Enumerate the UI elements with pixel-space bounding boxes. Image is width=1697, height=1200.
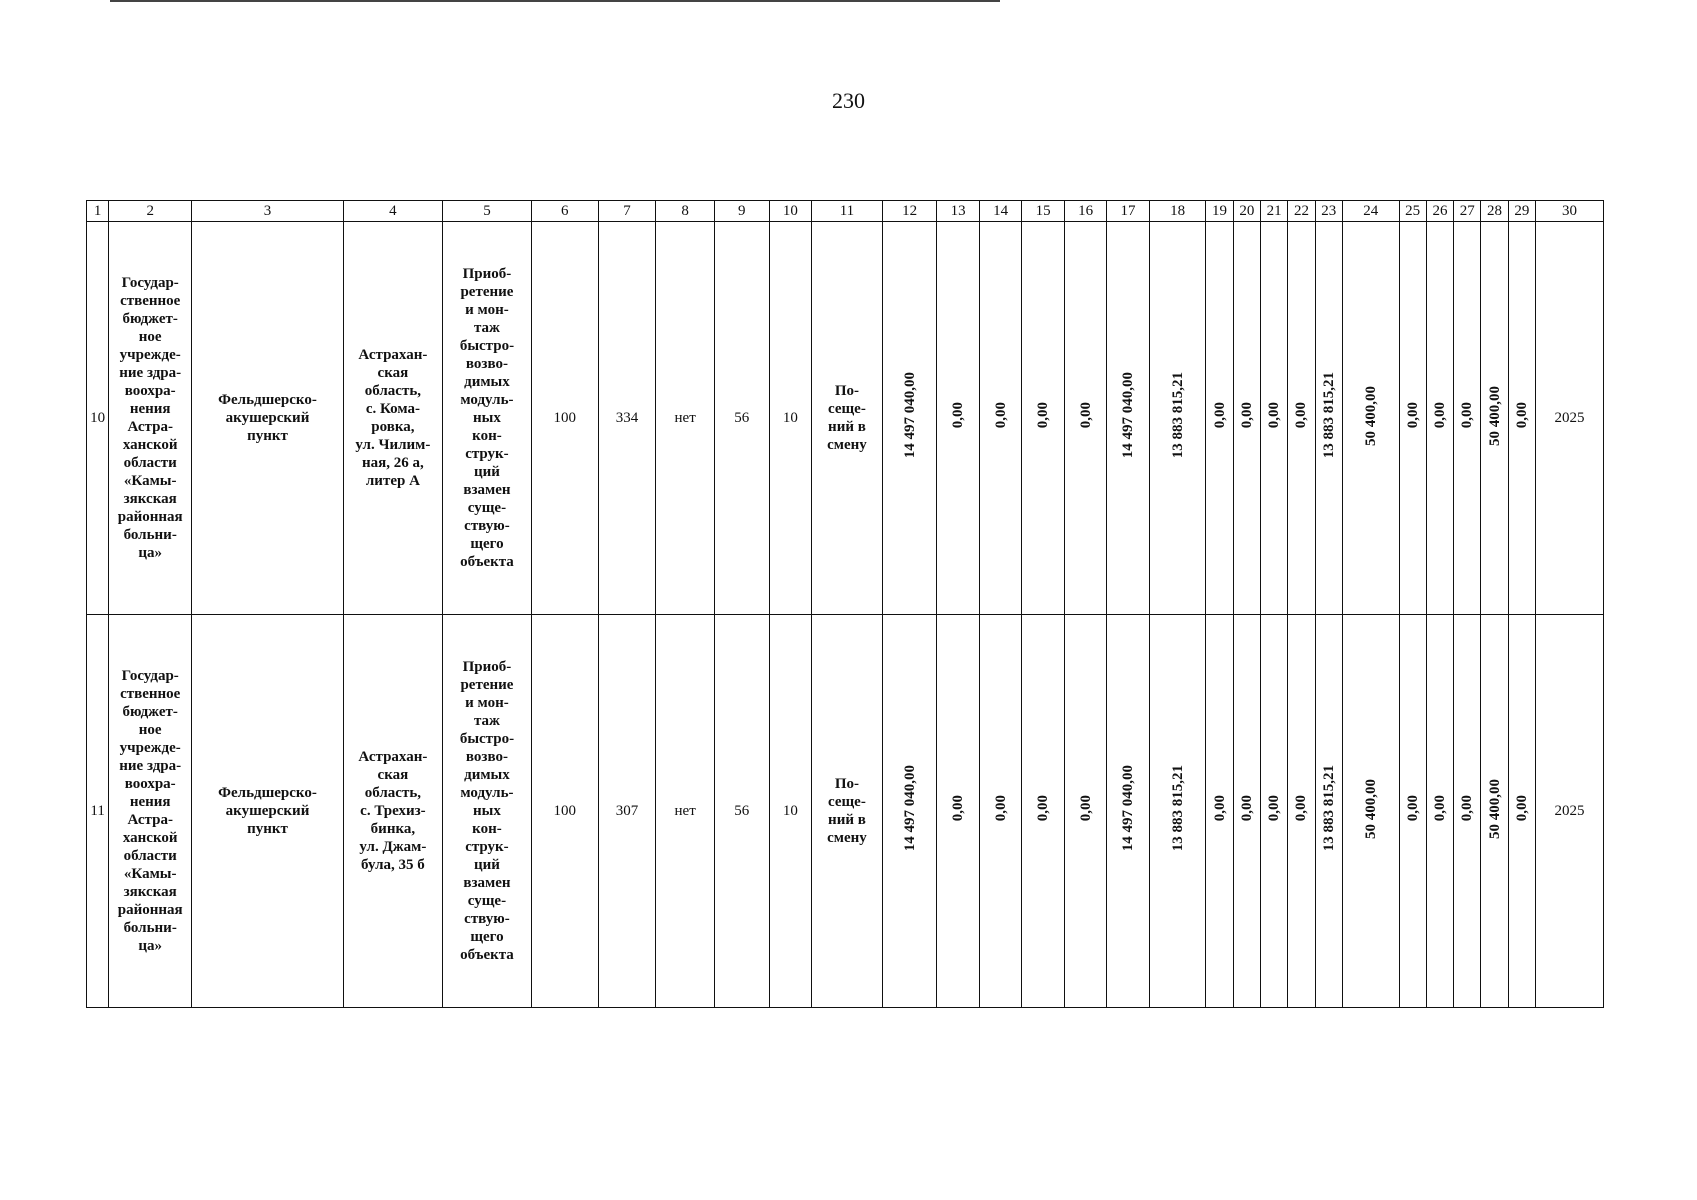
cell-col-14: 0,00 bbox=[979, 222, 1021, 615]
top-rule bbox=[110, 0, 1000, 2]
cell-col-17: 14 497 040,00 bbox=[1107, 615, 1149, 1008]
capacity-unit-cell: По- сеще- ний в смену bbox=[812, 615, 883, 1008]
institution-cell: Государ- ственное бюджет- ное учрежде- ние здра- воохра- нения Астра- ханской области «Камы- зякская районная больни- ца» bbox=[109, 222, 192, 615]
cell-col-14: 0,00 bbox=[979, 615, 1021, 1008]
cell-col-20: 0,00 bbox=[1233, 222, 1260, 615]
cell-col-15: 0,00 bbox=[1022, 222, 1064, 615]
column-number: 9 bbox=[714, 201, 769, 222]
column-number: 10 bbox=[769, 201, 811, 222]
cell-col-24: 50 400,00 bbox=[1342, 615, 1399, 1008]
cell-col-30: 2025 bbox=[1536, 615, 1604, 1008]
cell-col-12: 14 497 040,00 bbox=[882, 615, 937, 1008]
column-number: 2 bbox=[109, 201, 192, 222]
table-row bbox=[87, 222, 1604, 615]
cell-col-30: 2025 bbox=[1536, 222, 1604, 615]
column-number: 6 bbox=[531, 201, 598, 222]
capacity-unit-cell: По- сеще- ний в смену bbox=[812, 222, 883, 615]
column-number: 22 bbox=[1288, 201, 1315, 222]
cell-col-28: 50 400,00 bbox=[1481, 222, 1508, 615]
column-number: 28 bbox=[1481, 201, 1508, 222]
column-number: 5 bbox=[442, 201, 531, 222]
column-number: 14 bbox=[979, 201, 1021, 222]
column-number: 25 bbox=[1399, 201, 1426, 222]
cell-col-13: 0,00 bbox=[937, 222, 979, 615]
column-number: 16 bbox=[1064, 201, 1106, 222]
cell-col-29: 0,00 bbox=[1508, 615, 1535, 1008]
column-number: 29 bbox=[1508, 201, 1535, 222]
cell-col-10: 10 bbox=[769, 615, 811, 1008]
cell-col-19: 0,00 bbox=[1206, 222, 1233, 615]
work-description-cell: Приоб- ретение и мон- таж быстро- возво- димых модуль- ных кон- струк- ций взамен суще- ствую- щего объекта bbox=[442, 615, 531, 1008]
column-number: 8 bbox=[656, 201, 715, 222]
object-type-cell: Фельдшерско- акушерский пункт bbox=[192, 222, 344, 615]
cell-col-21: 0,00 bbox=[1261, 222, 1288, 615]
cell-col-28: 50 400,00 bbox=[1481, 615, 1508, 1008]
column-number: 3 bbox=[192, 201, 344, 222]
column-number: 4 bbox=[343, 201, 442, 222]
cell-col-7: 334 bbox=[598, 222, 656, 615]
column-number: 20 bbox=[1233, 201, 1260, 222]
column-number: 1 bbox=[87, 201, 109, 222]
cell-col-9: 56 bbox=[714, 615, 769, 1008]
cell-col-26: 0,00 bbox=[1426, 615, 1453, 1008]
cell-col-18: 13 883 815,21 bbox=[1149, 615, 1206, 1008]
cell-col-12: 14 497 040,00 bbox=[882, 222, 937, 615]
cell-col-19: 0,00 bbox=[1206, 615, 1233, 1008]
institution-cell: Государ- ственное бюджет- ное учрежде- ние здра- воохра- нения Астра- ханской области «Камы- зякская районная больни- ца» bbox=[109, 615, 192, 1008]
cell-col-22: 0,00 bbox=[1288, 615, 1315, 1008]
cell-col-18: 13 883 815,21 bbox=[1149, 222, 1206, 615]
cell-col-9: 56 bbox=[714, 222, 769, 615]
column-number: 26 bbox=[1426, 201, 1453, 222]
cell-col-8: нет bbox=[656, 222, 715, 615]
cell-col-15: 0,00 bbox=[1022, 615, 1064, 1008]
work-description-cell: Приоб- ретение и мон- таж быстро- возво- димых модуль- ных кон- струк- ций взамен суще- ствую- щего объекта bbox=[442, 222, 531, 615]
cell-col-23: 13 883 815,21 bbox=[1315, 222, 1342, 615]
column-number: 30 bbox=[1536, 201, 1604, 222]
column-number: 7 bbox=[598, 201, 656, 222]
cell-col-17: 14 497 040,00 bbox=[1107, 222, 1149, 615]
column-number: 13 bbox=[937, 201, 979, 222]
cell-col-8: нет bbox=[656, 615, 715, 1008]
column-number: 11 bbox=[812, 201, 883, 222]
cell-col-29: 0,00 bbox=[1508, 222, 1535, 615]
column-number: 24 bbox=[1342, 201, 1399, 222]
cell-col-6: 100 bbox=[531, 222, 598, 615]
header-row bbox=[87, 201, 1604, 222]
column-number: 23 bbox=[1315, 201, 1342, 222]
cell-col-16: 0,00 bbox=[1064, 222, 1106, 615]
address-cell: Астрахан- ская область, с. Кома- ровка, ул. Чилим- ная, 26 а, литер А bbox=[343, 222, 442, 615]
column-number: 21 bbox=[1261, 201, 1288, 222]
column-number: 15 bbox=[1022, 201, 1064, 222]
column-number: 27 bbox=[1454, 201, 1481, 222]
cell-col-13: 0,00 bbox=[937, 615, 979, 1008]
column-number: 19 bbox=[1206, 201, 1233, 222]
cell-col-27: 0,00 bbox=[1454, 615, 1481, 1008]
cell-col-27: 0,00 bbox=[1454, 222, 1481, 615]
cell-col-25: 0,00 bbox=[1399, 222, 1426, 615]
table-row bbox=[87, 615, 1604, 1008]
cell-col-7: 307 bbox=[598, 615, 656, 1008]
object-type-cell: Фельдшерско- акушерский пункт bbox=[192, 615, 344, 1008]
row-number: 11 bbox=[87, 615, 109, 1008]
column-number: 18 bbox=[1149, 201, 1206, 222]
column-number: 12 bbox=[882, 201, 937, 222]
cell-col-23: 13 883 815,21 bbox=[1315, 615, 1342, 1008]
cell-col-26: 0,00 bbox=[1426, 222, 1453, 615]
cell-col-22: 0,00 bbox=[1288, 222, 1315, 615]
cell-col-6: 100 bbox=[531, 615, 598, 1008]
cell-col-21: 0,00 bbox=[1261, 615, 1288, 1008]
data-table bbox=[86, 200, 1604, 1008]
address-cell: Астрахан- ская область, с. Трехиз- бинка, ул. Джам- була, 35 б bbox=[343, 615, 442, 1008]
column-number: 17 bbox=[1107, 201, 1149, 222]
cell-col-10: 10 bbox=[769, 222, 811, 615]
cell-col-20: 0,00 bbox=[1233, 615, 1260, 1008]
cell-col-25: 0,00 bbox=[1399, 615, 1426, 1008]
page-number: 230 bbox=[832, 88, 865, 113]
cell-col-16: 0,00 bbox=[1064, 615, 1106, 1008]
row-number: 10 bbox=[87, 222, 109, 615]
cell-col-24: 50 400,00 bbox=[1342, 222, 1399, 615]
